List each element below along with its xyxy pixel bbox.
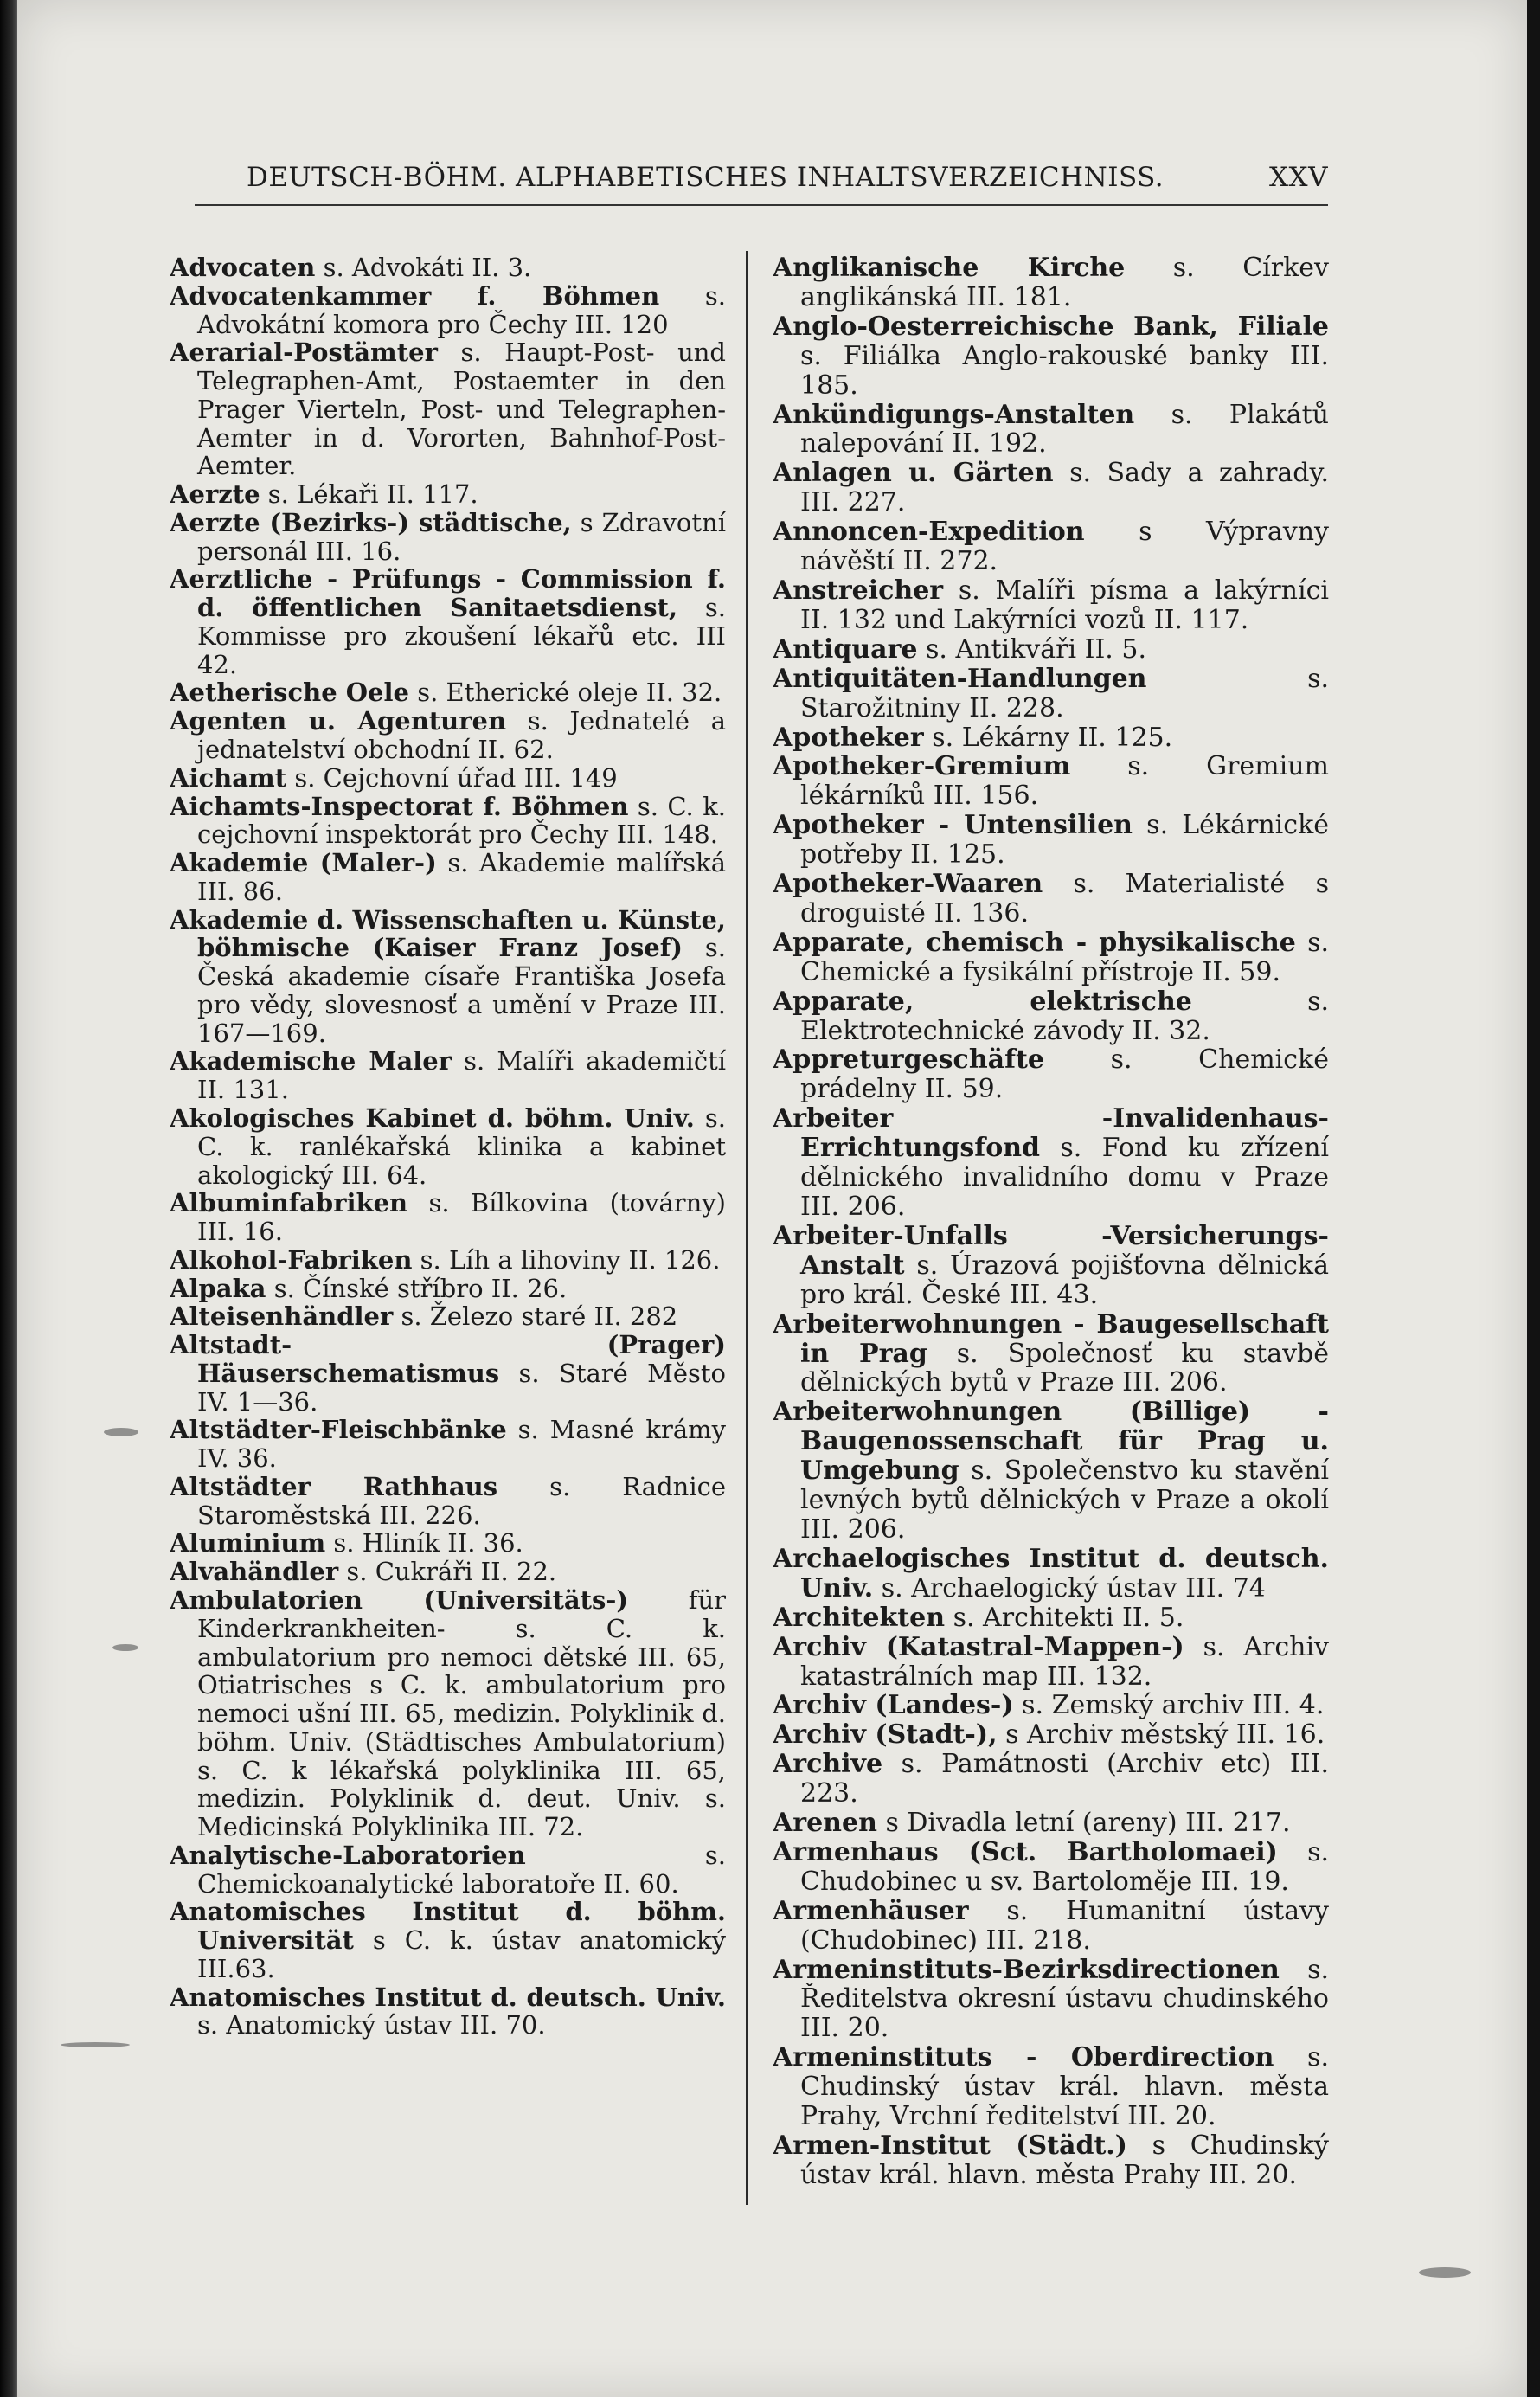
index-term: Ambulatorien (Universitäts-) — [170, 1584, 629, 1615]
index-column-right — [773, 254, 1329, 2201]
scan-edge — [0, 0, 17, 2397]
index-term: Armenhäuser — [773, 1895, 969, 1926]
index-term: Aerztliche - Prüfungs - Commission f. d. öffentlichen Sanitaetsdienst, — [170, 564, 726, 623]
index-entry — [773, 1104, 1329, 1222]
index-term: Apparate, chemisch - physikalische — [773, 927, 1296, 958]
index-term: Anatomisches Institut d. böhm. Universität — [170, 1897, 726, 1956]
index-term: Alteisenhändler — [170, 1301, 394, 1332]
index-term: Apotheker — [773, 722, 924, 753]
index-reference: s C. k. ústav anatomický III.63. — [197, 1925, 726, 1983]
scan-speck — [1419, 2267, 1471, 2278]
index-entry — [773, 987, 1329, 1046]
index-reference: s. Cukráři II. 22. — [346, 1557, 557, 1587]
index-reference: s Divadla letní (areny) III. 217. — [885, 1808, 1291, 1839]
index-term: Arbeiter-Unfalls -Versicherungs-Anstalt — [773, 1220, 1329, 1281]
index-term: Archaelogisches Institut d. deutsch. Univ. — [773, 1543, 1329, 1603]
index-entry — [773, 1956, 1329, 2044]
index-entry — [170, 565, 726, 678]
index-reference: s. Radnice Staroměstská III. 226. — [197, 1471, 726, 1530]
index-reference: s. C. k. ranlékařská klinika a kabinet akologický III. 64. — [197, 1102, 726, 1190]
index-reference: s. Akademie malířská III. 86. — [197, 848, 726, 906]
scan-speck — [61, 2042, 130, 2047]
index-term: Apparate, elektrische — [773, 986, 1192, 1017]
index-term: Advocatenkammer f. Böhmen — [170, 280, 660, 311]
index-reference: s. Archaelogický ústav III. 74 — [881, 1572, 1266, 1603]
index-entry — [773, 1691, 1329, 1720]
column-divider — [746, 251, 748, 2205]
index-term: Aerarial-Postämter — [170, 337, 438, 368]
index-reference: s. Úrazová pojišťovna dělnická pro král. České III. 43. — [800, 1250, 1329, 1310]
index-reference: s. Ředitelstva okresní ústavu chudinského III. 20. — [800, 1954, 1329, 2044]
index-reference: s. Malíři akademičtí II. 131. — [197, 1046, 726, 1105]
index-reference: s. Církev anglikánská III. 181. — [800, 254, 1329, 312]
index-term: Anlagen u. Gärten — [773, 458, 1054, 489]
index-entry — [170, 1529, 726, 1558]
index-entry — [170, 1416, 726, 1473]
index-reference: s. Památnosti (Archiv etc) III. 223. — [800, 1749, 1329, 1809]
index-reference: s. Anatomický ústav III. 70. — [197, 2010, 546, 2040]
index-term: Archiv (Katastral-Mappen-) — [773, 1631, 1184, 1662]
index-term: Alkohol-Fabriken — [170, 1244, 413, 1275]
index-term: Aichamt — [170, 762, 287, 793]
index-entry — [170, 678, 726, 707]
index-reference: s. Čínské stříbro II. 26. — [273, 1273, 568, 1303]
index-entry — [773, 312, 1329, 401]
index-entry — [773, 752, 1329, 811]
index-term: Aerzte (Bezirks-) städtische, — [170, 507, 572, 537]
index-entry — [170, 1275, 726, 1303]
scan-speck — [112, 1644, 138, 1651]
index-entry — [773, 2131, 1329, 2190]
index-column-left — [170, 254, 726, 2201]
index-term: Akademie d. Wissenschaften u. Künste, böhmische (Kaiser Franz Josef) — [170, 904, 726, 963]
index-reference: s. Advokáti II. 3. — [323, 254, 532, 282]
index-term: Annoncen-Expedition — [773, 517, 1085, 548]
index-entry — [170, 282, 726, 339]
index-entry — [773, 665, 1329, 723]
index-term: Armeninstituts - Oberdirection — [773, 2042, 1274, 2073]
index-entry — [773, 459, 1329, 517]
index-term: Altstädter-Fleischbänke — [170, 1415, 507, 1445]
index-term: Apotheker-Waaren — [773, 869, 1043, 900]
index-term: Archive — [773, 1749, 883, 1780]
index-term: Appreturgeschäfte — [773, 1044, 1044, 1076]
index-term: Alpaka — [170, 1273, 266, 1303]
index-entry — [773, 576, 1329, 635]
index-entry — [773, 1809, 1329, 1838]
index-term: Arenen — [773, 1808, 877, 1839]
index-term: Antiquare — [773, 633, 918, 665]
index-entry — [170, 1104, 726, 1189]
index-reference: s. Chudinský ústav král. hlavn. města Prahy, Vrchní ředitelství III. 20. — [800, 2042, 1329, 2132]
index-entry — [773, 2043, 1329, 2131]
index-term: Alvahändler — [170, 1557, 339, 1587]
index-term: Anglo-Oesterreichische Bank, Filiale — [773, 311, 1329, 342]
scan-speck — [104, 1428, 138, 1436]
index-reference: s. Materialisté s droguisté II. 136. — [800, 869, 1329, 929]
index-entry — [773, 870, 1329, 929]
index-entry — [170, 338, 726, 480]
index-entry — [773, 1045, 1329, 1104]
index-reference: für Kinderkrankheiten- s. C. k. ambulatorium pro nemoci dětské III. 65, Otiatrisches s C. k. ambulatorium pro nemoci ušní III. 65, medizin. Polyklinik d. böhm. Univ. (Städtisches Ambulatorium) s. C. k lékařská polyklinika III. 65, medizin. Polyklinik d. deut. Univ. s. Medicinská Polyklinika III. 72. — [197, 1584, 726, 1842]
index-entry — [170, 1331, 726, 1416]
index-reference: s. Filiálka Anglo-rakouské banky III. 185. — [800, 340, 1329, 401]
index-reference: s. Chemické prádelny II. 59. — [800, 1044, 1329, 1105]
index-entry — [773, 811, 1329, 870]
index-reference: s. Haupt-Post- und Telegraphen-Amt, Postaemter in den Prager Vierteln, Post- und Telegraphen-Aemter in d. Vororten, Bahnhof-Post-Aemter. — [197, 337, 726, 481]
index-reference: s. Etherické oleje II. 32. — [417, 678, 722, 708]
index-term: Altstädter Rathhaus — [170, 1471, 498, 1501]
index-entry — [170, 1246, 726, 1275]
index-entry — [773, 929, 1329, 987]
index-entry — [170, 906, 726, 1048]
index-reference: s. Malíři písma a lakýrníci II. 132 und Lakýrníci vozů II. 117. — [800, 575, 1329, 635]
index-reference: s. Architekti II. 5. — [953, 1602, 1184, 1633]
page-number: XXV — [1268, 162, 1328, 193]
index-reference: s. Advokátní komora pro Čechy III. 120 — [197, 280, 726, 339]
index-entry — [773, 254, 1329, 312]
index-entry — [170, 1586, 726, 1841]
index-reference: s. Antikváři II. 5. — [926, 633, 1147, 665]
index-reference: s. Hliník II. 36. — [333, 1528, 523, 1558]
index-entry — [170, 1558, 726, 1586]
index-term: Altstadt- (Prager) Häuserschematismus — [170, 1330, 726, 1388]
index-term: Ankündigungs-Anstalten — [773, 399, 1135, 430]
index-entry — [170, 1983, 726, 2040]
index-entry — [773, 1633, 1329, 1692]
index-reference: s. C. k. cejchovní inspektorát pro Čechy III. 148. — [197, 791, 726, 850]
index-term: Apotheker - Untensilien — [773, 810, 1133, 841]
index-term: Aetherische Oele — [170, 678, 409, 708]
index-entry — [170, 480, 726, 509]
index-entry — [773, 723, 1329, 753]
index-reference: s. Lékárny II. 125. — [932, 722, 1173, 753]
index-entry — [773, 1398, 1329, 1545]
index-reference: s. Archiv katastrálních map III. 132. — [800, 1631, 1329, 1692]
index-term: Aluminium — [170, 1528, 326, 1558]
index-entry — [170, 793, 726, 850]
index-term: Aerzte — [170, 479, 260, 510]
index-reference: s. Líh a lihoviny II. 126. — [420, 1244, 721, 1275]
index-reference: s Zdravotní personál III. 16. — [197, 507, 726, 566]
index-entry — [773, 1750, 1329, 1809]
index-term: Arbeiterwohnungen (Billige) -Baugenossenschaft für Prag u. Umgebung — [773, 1397, 1329, 1487]
index-term: Armen-Institut (Städt.) — [773, 2130, 1127, 2161]
index-entry — [170, 1473, 726, 1530]
index-reference: s. Humanitní ústavy (Chudobinec) III. 218. — [800, 1895, 1329, 1956]
index-term: Advocaten — [170, 254, 316, 282]
index-term: Apotheker-Gremium — [773, 751, 1071, 782]
header-title: DEUTSCH-BÖHM. ALPHABETISCHES INHALTSVERZEICHNISS. — [247, 162, 1165, 193]
index-reference: s. Bílkovina (továrny) III. 16. — [197, 1188, 726, 1247]
index-reference: s Chudinský ústav král. hlavn. města Prahy III. 20. — [800, 2130, 1329, 2190]
index-reference: s. Společenstvo ku stavění levných bytů dělnických v Praze a okolí III. 206. — [800, 1456, 1329, 1545]
index-reference: s. Kommisse pro zkoušení lékařů etc. III 42. — [197, 593, 726, 679]
index-entry — [773, 1222, 1329, 1310]
index-entry — [170, 254, 726, 282]
index-term: Akademische Maler — [170, 1046, 452, 1076]
index-entry — [170, 1189, 726, 1246]
index-reference: s. Jednatelé a jednatelství obchodní II. 62. — [197, 706, 726, 765]
index-entry — [170, 764, 726, 793]
index-entry — [170, 707, 726, 764]
index-reference: s. Masné krámy IV. 36. — [197, 1415, 726, 1474]
index-reference: s. Železo staré II. 282 — [401, 1301, 678, 1332]
index-entry — [773, 1897, 1329, 1956]
index-entry — [773, 1838, 1329, 1897]
index-reference: s. Zemský archiv III. 4. — [1022, 1690, 1325, 1721]
index-reference: s. Sady a zahrady. III. 227. — [800, 458, 1329, 518]
index-reference: s. Chemickoanalytické laboratoře II. 60. — [197, 1840, 726, 1899]
running-header — [247, 156, 1328, 199]
index-reference: s. Starožitniny II. 228. — [800, 663, 1329, 723]
index-entry — [773, 517, 1329, 576]
index-entry — [773, 635, 1329, 665]
index-entry — [170, 1047, 726, 1104]
index-term: Architekten — [773, 1602, 946, 1633]
index-entry — [773, 1545, 1329, 1603]
index-term: Aichamts-Inspectorat f. Böhmen — [170, 791, 629, 821]
index-term: Anatomisches Institut d. deutsch. Univ. — [170, 1982, 726, 2012]
index-entry — [170, 849, 726, 906]
index-reference: s. Gremium lékárníků III. 156. — [800, 751, 1329, 812]
index-reference: s. Lékárnické potřeby II. 125. — [800, 810, 1329, 871]
index-term: Analytische-Laboratorien — [170, 1840, 526, 1870]
index-entry — [773, 1310, 1329, 1398]
index-reference: s. Chemické a fysikální přístroje II. 59. — [800, 927, 1329, 987]
index-term: Armenhaus (Sct. Bartholomaei) — [773, 1836, 1278, 1867]
index-reference: s. Chudobinec u sv. Bartoloměje III. 19. — [800, 1836, 1329, 1897]
index-reference: s. Česká akademie císaře Františka Josefa pro vědy, slovesnosť a umění v Praze III. 167—169. — [197, 933, 726, 1048]
index-reference: s. Plakátů nalepování II. 192. — [800, 399, 1329, 459]
index-reference: s. Společnosť ku stavbě dělnických bytů v Praze III. 206. — [800, 1338, 1329, 1398]
index-reference: s. Cejchovní úřad III. 149 — [294, 762, 618, 793]
index-reference: s Výpravny návěští II. 272. — [800, 517, 1329, 577]
index-term: Archiv (Landes-) — [773, 1690, 1014, 1721]
index-term: Anstreicher — [773, 575, 944, 606]
index-entry — [773, 1720, 1329, 1750]
index-reference: s. Staré Město IV. 1—36. — [197, 1358, 726, 1417]
index-entry — [170, 1898, 726, 1983]
index-term: Albuminfabriken — [170, 1188, 408, 1218]
index-term: Antiquitäten-Handlungen — [773, 663, 1147, 694]
index-term: Armeninstituts-Bezirksdirectionen — [773, 1954, 1280, 1985]
index-reference: s. Elektrotechnické závody II. 32. — [800, 986, 1329, 1046]
index-entry — [773, 1603, 1329, 1633]
index-term: Agenten u. Agenturen — [170, 706, 507, 736]
index-reference: s. Lékaři II. 117. — [267, 479, 478, 510]
index-entry — [170, 509, 726, 566]
index-term: Akademie (Maler-) — [170, 848, 437, 878]
index-term: Anglikanische Kirche — [773, 254, 1126, 283]
index-entry — [170, 1302, 726, 1331]
index-term: Arbeiterwohnungen - Baugesellschaft in Prag — [773, 1308, 1329, 1369]
index-entry — [170, 1841, 726, 1899]
index-reference: s. Fond ku zřízení dělnického invalidního domu v Praze III. 206. — [800, 1133, 1329, 1222]
index-term: Archiv (Stadt-), — [773, 1719, 998, 1751]
index-entry — [773, 401, 1329, 459]
index-reference: s Archiv městský III. 16. — [1005, 1719, 1325, 1751]
header-rule — [195, 204, 1328, 206]
index-term: Arbeiter -Invalidenhaus-Errichtungsfond — [773, 1103, 1329, 1164]
index-term: Akologisches Kabinet d. böhm. Univ. — [170, 1102, 695, 1133]
